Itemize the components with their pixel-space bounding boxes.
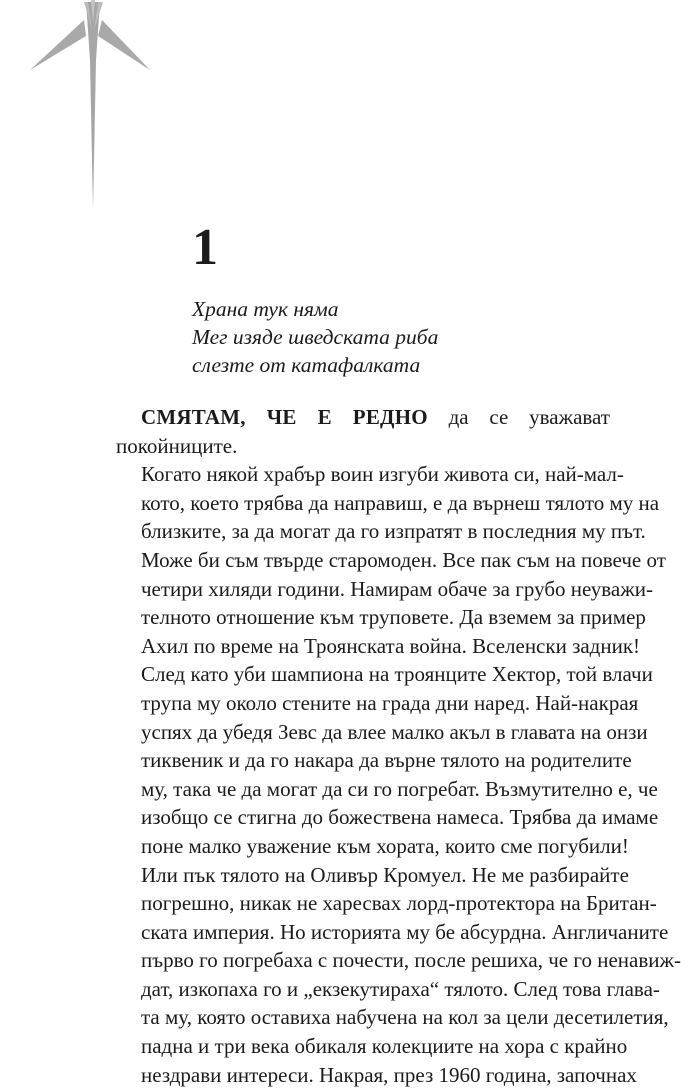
chapter-ornament [0, 0, 160, 215]
lead-in-caps: СМЯТАМ, ЧЕ Е РЕДНО [141, 405, 428, 429]
chapter-number: 1 [192, 218, 218, 278]
text-line: телното отношение към труповете. Да вземем за пример [116, 603, 610, 632]
text-line: След като уби шампиона на троянците Хектор, той влачи [116, 660, 610, 689]
text-line: изобщо се стигна до божествена намеса. Трябва да имаме [116, 803, 610, 832]
text-line: поне малко уважение към хората, които сме погубили! [116, 832, 610, 861]
text-line: погрешно, никак не харесвах лорд-протектора на Британ- [116, 889, 610, 918]
text-line: тиквеник и да го накара да върне тялото на родителите [116, 746, 610, 775]
text-line: Може би съм твърде старомоден. Все пак съм на повече от [116, 546, 610, 575]
text-line: успях да убедя Зевс да влее малко акъл в главата на онзи [116, 718, 610, 747]
text-line: трупа му около стените на града дни наред. Най-накрая [116, 689, 610, 718]
text-line: му, така че да могат да си го погребат. Възмутително е, че [116, 775, 610, 804]
text-line: четири хиляди години. Намирам обаче за грубо неуважи- [116, 575, 610, 604]
text-line: близките, за да могат да го изпратят в последния му път. [116, 517, 610, 546]
lead-in-rest: да се уважават покойниците. [116, 405, 610, 458]
text-line: дат, изкопаха го и „екзекутираха“ тялото. След това глава- [116, 975, 610, 1004]
paragraph-achilles [116, 460, 610, 860]
paragraph-opening [116, 403, 610, 460]
epigraph-line: слезте от катафалката [192, 351, 438, 379]
text-line: нездрави интереси. Накрая, през 1960 година, започнах [116, 1061, 610, 1089]
text-line: Когато някой храбър воин изгуби живота си, най-мал- [116, 460, 610, 489]
epigraph-line: Храна тук няма [192, 295, 438, 323]
text-line: ската империя. Но историята му бе абсурдна. Англичаните [116, 918, 610, 947]
paragraph-cromwell [116, 861, 610, 1089]
text-line: Или пък тялото на Оливър Кромуел. Не ме разбирайте [116, 861, 610, 890]
epigraph [192, 295, 438, 379]
text-line: кото, което трябва да направиш, е да върнеш тялото му на [116, 489, 610, 518]
text-line: Ахил по време на Троянската война. Вселенски задник! [116, 632, 610, 661]
body-text [116, 403, 610, 1089]
text-line: та му, която оставиха набучена на кол за цели десетилетия, [116, 1003, 610, 1032]
text-line: първо го погребаха с почести, после решиха, че го ненавиж- [116, 946, 610, 975]
text-line: падна и три века обикаля колекциите на хора с крайно [116, 1032, 610, 1061]
epigraph-line: Мег изяде шведската риба [192, 323, 438, 351]
